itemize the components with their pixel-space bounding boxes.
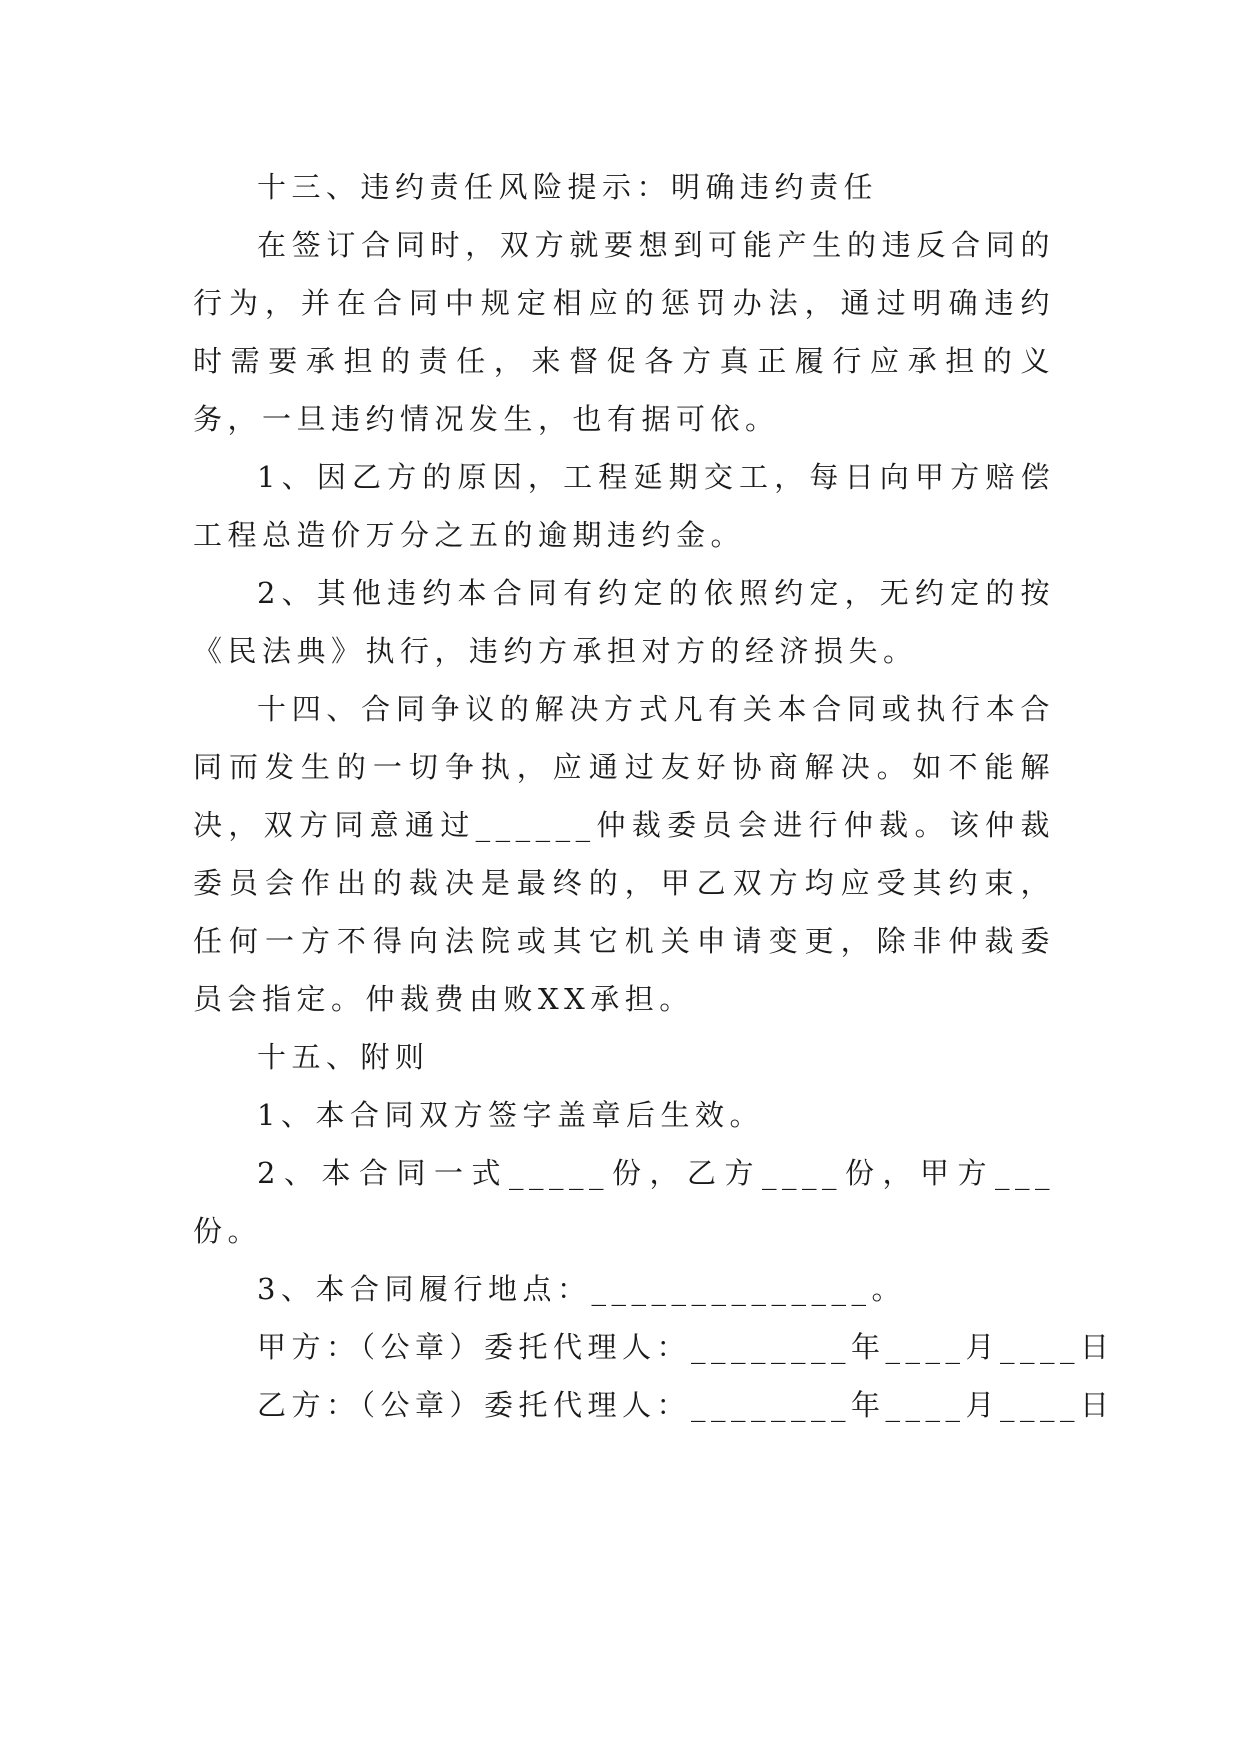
clause-15-1: 1、本合同双方签字盖章后生效。	[257, 1098, 764, 1132]
clause-15-3: 3、本合同履行地点：______________。	[257, 1272, 906, 1306]
clause-13-2: 2、其他违约本合同有约定的依照约定，无约定的按《民法典》执行，违约方承担对方的经济损失。	[193, 576, 1055, 668]
section-14-body: 十四、合同争议的解决方式凡有关本合同或执行本合同而发生的一切争执，应通过友好协商解决。如不能解决，双方同意通过______仲裁委员会进行仲裁。该仲裁委员会作出的裁决是最终的，甲乙双方均应受其约束，任何一方不得向法院或其它机关申请变更，除非仲裁委员会指定。仲裁费由败XX承担。	[193, 692, 1055, 1016]
section-13-body: 在签订合同时，双方就要想到可能产生的违反合同的行为，并在合同中规定相应的惩罚办法，通过明确违约时需要承担的责任，来督促各方真正履行应承担的义务，一旦违约情况发生，也有据可依。	[193, 228, 1055, 436]
clause-13-1: 1、因乙方的原因，工程延期交工，每日向甲方赔偿工程总造价万分之五的逾期违约金。	[193, 460, 1055, 552]
section-13-heading: 十三、违约责任风险提示：明确违约责任	[257, 170, 879, 204]
section-15-heading: 十五、附则	[257, 1040, 430, 1074]
document-page	[193, 158, 1115, 1434]
clause-15-2: 2、本合同一式_____份，乙方____份，甲方___份。	[193, 1156, 1055, 1248]
party-b-signature-line: 乙方：（公章）委托代理人：________年____月____日	[257, 1388, 1115, 1422]
party-a-signature-line: 甲方：（公章）委托代理人：________年____月____日	[257, 1330, 1115, 1364]
